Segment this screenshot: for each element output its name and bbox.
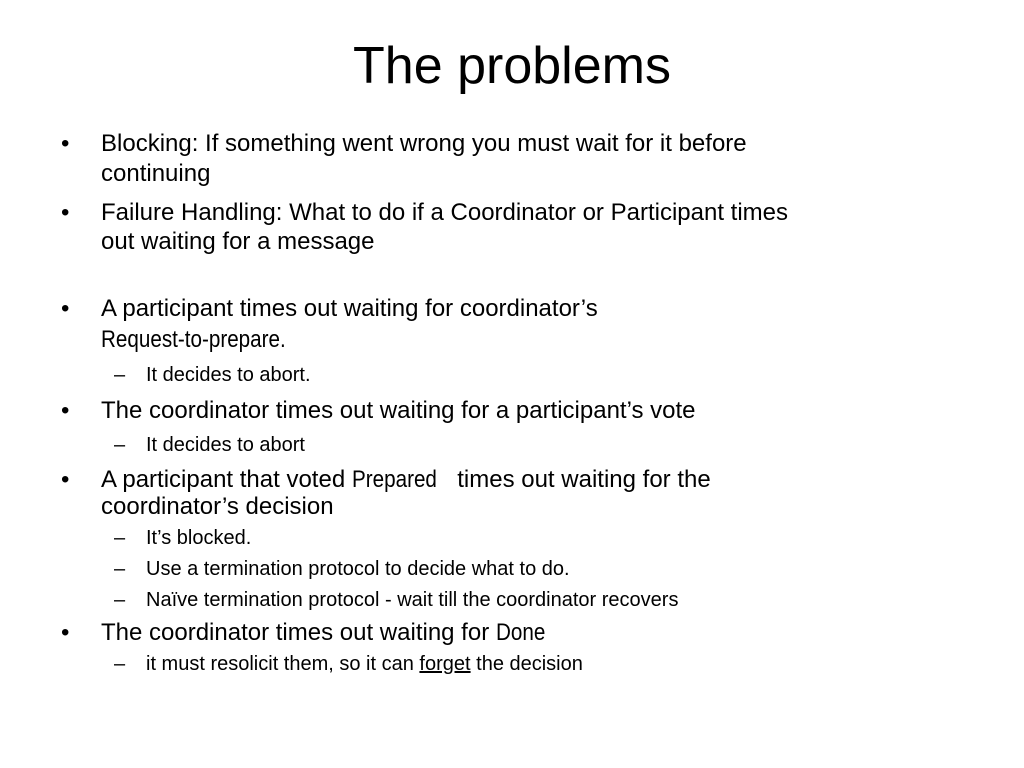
bullet-item-text <box>101 618 553 647</box>
text-part: A participant that voted <box>101 466 352 493</box>
bullet-item-text <box>101 465 711 494</box>
code-term: Request-to-prepare. <box>101 326 286 353</box>
bullet-icon: • <box>61 295 70 322</box>
dash-icon: – <box>114 653 126 675</box>
text-part: the decision <box>470 653 583 675</box>
code-term: Prepared <box>351 466 437 493</box>
dash-icon: – <box>114 434 126 456</box>
code-term: Done <box>495 619 546 646</box>
text-part: The coordinator times out waiting for <box>101 619 496 646</box>
sub-item-text: It decides to abort <box>146 434 305 456</box>
sub-item-text: It’s blocked. <box>146 527 252 549</box>
slide-title: The problems <box>353 37 671 95</box>
bullet-icon: • <box>61 397 70 424</box>
sub-item-text: Naïve termination protocol - wait till the coordinator recovers <box>146 589 679 611</box>
bullet-item-text: Failure Handling: What to do if a Coordinator or Participant times <box>101 199 788 226</box>
text-part: times out waiting for the <box>450 466 711 493</box>
bullet-item-text: out waiting for a message <box>101 228 375 255</box>
bullet-icon: • <box>61 199 70 226</box>
dash-icon: – <box>114 364 126 386</box>
bullet-item-text <box>101 325 316 354</box>
dash-icon: – <box>114 558 126 580</box>
bullet-item-text: coordinator’s decision <box>101 493 334 520</box>
bullet-item-text: A participant times out waiting for coordinator’s <box>101 295 598 322</box>
bullet-icon: • <box>61 619 70 646</box>
sub-item-text: It decides to abort. <box>146 364 311 386</box>
underlined-term: forget <box>419 653 471 675</box>
text-part: it must resolicit them, so it can <box>146 653 420 675</box>
bullet-item-text: Blocking: If something went wrong you must wait for it before <box>101 130 747 157</box>
bullet-item-text: The coordinator times out waiting for a participant’s vote <box>101 397 696 424</box>
bullet-icon: • <box>61 466 70 493</box>
dash-icon: – <box>114 589 126 611</box>
bullet-icon: • <box>61 130 70 157</box>
sub-item-text <box>146 651 583 677</box>
bullet-item-text: continuing <box>101 160 211 187</box>
sub-item-text: Use a termination protocol to decide what to do. <box>146 558 570 580</box>
dash-icon: – <box>114 527 126 549</box>
